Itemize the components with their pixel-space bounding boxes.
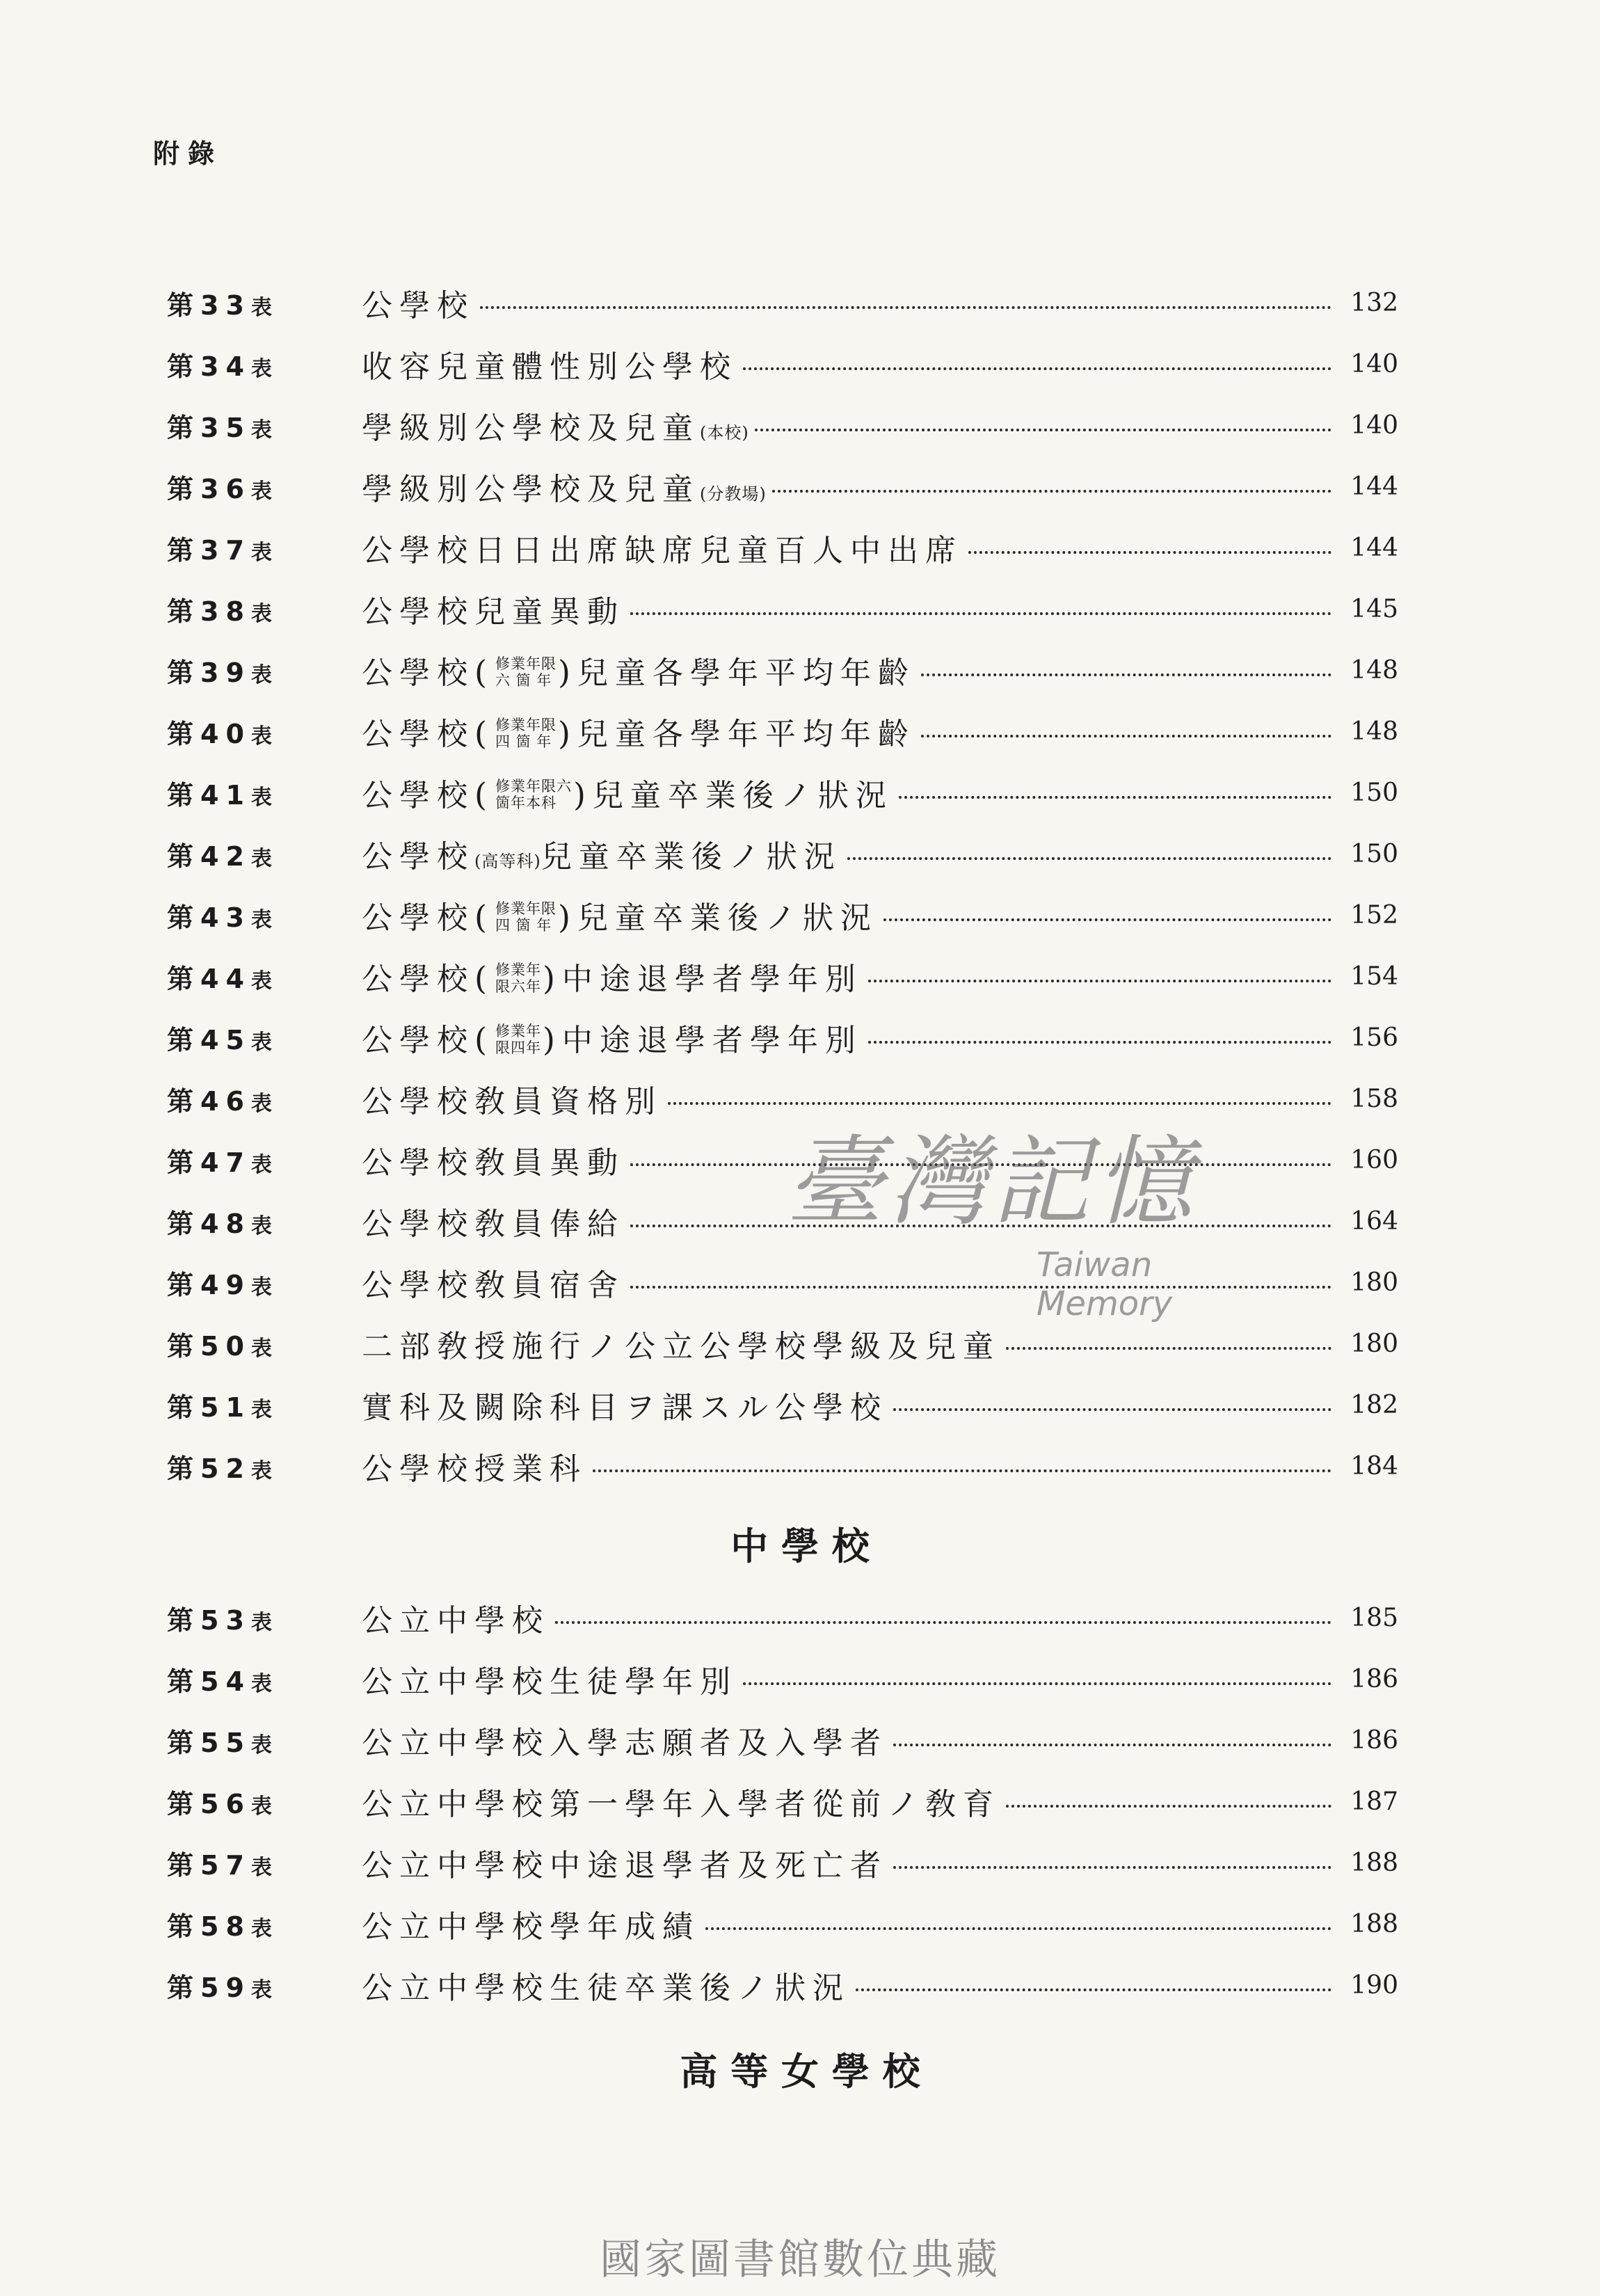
table-number-suffix: 表 bbox=[250, 1794, 272, 1819]
leader-dots bbox=[668, 1102, 1331, 1105]
table-number-digits: 第41 bbox=[167, 779, 251, 811]
leader-dots bbox=[921, 673, 1331, 676]
table-number bbox=[167, 1721, 362, 1760]
page-number: 144 bbox=[1350, 533, 1398, 562]
table-number-digits: 第40 bbox=[167, 718, 251, 749]
leader-dots bbox=[593, 1469, 1331, 1472]
table-number bbox=[167, 835, 362, 873]
table-title bbox=[362, 1902, 700, 1946]
toc-row bbox=[167, 343, 1398, 385]
note-line-1: 修業年限 bbox=[495, 900, 557, 917]
toc-row bbox=[167, 282, 1398, 324]
table-number-suffix: 表 bbox=[250, 1275, 272, 1300]
table-number-digits: 第44 bbox=[167, 963, 251, 994]
table-title-rest: 兒童卒業後ノ狀況 bbox=[592, 778, 893, 813]
toc-row bbox=[167, 955, 1398, 997]
table-title-main: 公學校 bbox=[362, 962, 474, 997]
table-number bbox=[167, 529, 362, 567]
table-title-main: 二部敎授施行ノ公立公學校學級及兒童 bbox=[362, 1329, 1000, 1364]
table-number-suffix: 表 bbox=[250, 968, 272, 994]
toc-row bbox=[167, 1719, 1398, 1761]
page-number: 132 bbox=[1350, 288, 1398, 317]
leader-dots bbox=[705, 1927, 1331, 1930]
leader-dots bbox=[856, 1988, 1331, 1991]
table-title bbox=[362, 464, 767, 509]
toc-row bbox=[167, 404, 1398, 446]
table-number-digits: 第47 bbox=[167, 1147, 251, 1178]
page-header: 附錄 bbox=[153, 138, 223, 169]
table-number-digits: 第59 bbox=[167, 1972, 251, 2003]
table-title bbox=[362, 1779, 1000, 1824]
page-number: 156 bbox=[1350, 1023, 1398, 1052]
table-title-main: 公學校 bbox=[362, 655, 474, 691]
table-number bbox=[167, 1386, 362, 1424]
table-title bbox=[362, 280, 474, 325]
table-number-digits: 第55 bbox=[167, 1727, 251, 1758]
table-number bbox=[167, 1202, 362, 1241]
table-title-rest: 中途退學者學年別 bbox=[561, 1023, 863, 1058]
table-title-note: ( 修業年 限六年 ) bbox=[474, 959, 562, 997]
table-number bbox=[167, 1905, 362, 1943]
table-number-suffix: 表 bbox=[250, 1671, 272, 1696]
table-number bbox=[167, 1783, 362, 1821]
table-title-note: (本校) bbox=[700, 423, 749, 443]
note-line-1: 修業年 bbox=[495, 1023, 541, 1039]
table-title bbox=[362, 1199, 625, 1243]
table-number bbox=[167, 1019, 362, 1057]
page-number: 190 bbox=[1350, 1970, 1398, 2000]
table-title-main: 公立中學校學年成績 bbox=[362, 1909, 700, 1945]
page-number: 185 bbox=[1350, 1603, 1398, 1632]
page-number: 188 bbox=[1350, 1848, 1398, 1877]
toc-row bbox=[167, 833, 1398, 875]
note-line-2: 六 箇 年 bbox=[495, 672, 552, 689]
table-number bbox=[167, 1141, 362, 1179]
page-number: 140 bbox=[1350, 410, 1398, 440]
table-number-suffix: 表 bbox=[250, 1732, 272, 1757]
table-number bbox=[167, 590, 362, 628]
table-title bbox=[362, 831, 842, 876]
leader-dots bbox=[1006, 1347, 1331, 1350]
page-number: 145 bbox=[1350, 594, 1398, 623]
page-number: 148 bbox=[1350, 717, 1398, 746]
watermark bbox=[786, 1127, 1287, 1322]
table-title-main: 公學校敎員宿舍 bbox=[362, 1268, 625, 1303]
table-number-digits: 第58 bbox=[167, 1911, 251, 1942]
table-number-digits: 第53 bbox=[167, 1604, 251, 1636]
page-number: 150 bbox=[1350, 839, 1398, 868]
table-title bbox=[362, 1840, 888, 1885]
note-line-2: 四 箇 年 bbox=[495, 917, 552, 934]
table-number-suffix: 表 bbox=[250, 1213, 272, 1238]
table-title-main: 公立中學校入學志願者及入學者 bbox=[362, 1725, 888, 1761]
note-line-1: 修業年限 bbox=[495, 717, 557, 733]
table-title-main: 公立中學校 bbox=[362, 1603, 550, 1639]
table-title bbox=[362, 525, 963, 570]
table-number-digits: 第50 bbox=[167, 1330, 251, 1362]
table-title-main: 公立中學校生徒學年別 bbox=[362, 1664, 737, 1700]
table-number-suffix: 表 bbox=[250, 907, 272, 932]
page-number: 164 bbox=[1350, 1206, 1398, 1236]
table-title-note-stack bbox=[495, 778, 572, 811]
table-title bbox=[362, 893, 878, 937]
table-number bbox=[167, 957, 362, 996]
leader-dots bbox=[921, 735, 1331, 738]
leader-dots bbox=[868, 980, 1331, 982]
table-number bbox=[167, 896, 362, 934]
table-title bbox=[362, 1138, 625, 1182]
table-number bbox=[167, 345, 362, 383]
leader-dots bbox=[630, 612, 1331, 615]
table-title-note-stack bbox=[495, 1023, 541, 1056]
page-number: 158 bbox=[1350, 1084, 1398, 1113]
toc-row bbox=[167, 1017, 1398, 1058]
toc-row bbox=[167, 527, 1398, 568]
toc-row bbox=[167, 1842, 1398, 1883]
table-title bbox=[362, 342, 737, 386]
table-number-digits: 第49 bbox=[167, 1269, 251, 1300]
toc-row bbox=[167, 772, 1398, 813]
table-title bbox=[362, 648, 915, 692]
table-number-suffix: 表 bbox=[250, 1030, 272, 1055]
section-heading-middle-school: 中 學 校 bbox=[730, 1524, 870, 1568]
table-number-suffix: 表 bbox=[250, 601, 272, 626]
page-number: 140 bbox=[1350, 349, 1398, 378]
table-number bbox=[167, 1080, 362, 1118]
table-number-digits: 第35 bbox=[167, 412, 251, 443]
page-number: 150 bbox=[1350, 778, 1398, 807]
section-heading-girls-high-school: 高 等 女 學 校 bbox=[680, 2049, 920, 2094]
leader-dots bbox=[772, 490, 1331, 493]
table-number-digits: 第33 bbox=[167, 289, 251, 321]
table-title bbox=[362, 770, 893, 815]
table-number-suffix: 表 bbox=[250, 417, 272, 443]
table-title-main: 公學校兒童異動 bbox=[362, 594, 625, 630]
watermark-logo: 臺灣記憶 bbox=[786, 1126, 1199, 1239]
page-number: 187 bbox=[1350, 1787, 1398, 1816]
table-title-main: 收容兒童體性別公學校 bbox=[362, 349, 737, 385]
table-title bbox=[362, 1321, 1000, 1366]
table-title bbox=[362, 1076, 662, 1121]
leader-dots bbox=[893, 1408, 1331, 1411]
table-number-suffix: 表 bbox=[250, 295, 272, 320]
leader-dots bbox=[883, 918, 1331, 921]
table-title bbox=[362, 709, 915, 754]
table-title bbox=[362, 1015, 863, 1060]
note-line-2: 箇年本科 bbox=[495, 795, 557, 811]
table-title-note-stack bbox=[495, 900, 557, 934]
table-number-suffix: 表 bbox=[250, 1397, 272, 1422]
table-number-digits: 第46 bbox=[167, 1085, 251, 1117]
table-title bbox=[362, 1657, 737, 1701]
table-number-digits: 第45 bbox=[167, 1024, 251, 1055]
table-number bbox=[167, 468, 362, 506]
toc-row bbox=[167, 465, 1398, 507]
table-number-suffix: 表 bbox=[250, 1091, 272, 1116]
leader-dots bbox=[899, 796, 1331, 799]
note-line-2: 限四年 bbox=[495, 1039, 541, 1056]
leader-dots bbox=[555, 1621, 1331, 1624]
leader-dots bbox=[743, 367, 1331, 370]
table-title-note-stack bbox=[495, 655, 557, 689]
table-number bbox=[167, 1325, 362, 1363]
table-title-main: 公學校敎員資格別 bbox=[362, 1084, 662, 1119]
table-title-main: 公學校 bbox=[362, 778, 474, 813]
toc-row bbox=[167, 1903, 1398, 1945]
leader-dots bbox=[480, 306, 1331, 309]
toc-row bbox=[167, 588, 1398, 630]
page-number: 180 bbox=[1350, 1268, 1398, 1297]
page-number: 160 bbox=[1350, 1145, 1398, 1174]
toc-row bbox=[167, 1658, 1398, 1700]
table-number-digits: 第48 bbox=[167, 1208, 251, 1239]
table-number-suffix: 表 bbox=[250, 540, 272, 565]
table-title-rest: 兒童卒業後ノ狀況 bbox=[577, 900, 878, 936]
table-number bbox=[167, 1263, 362, 1302]
table-number-digits: 第43 bbox=[167, 902, 251, 933]
table-number bbox=[167, 1447, 362, 1485]
toc-row bbox=[167, 1780, 1398, 1822]
watermark-subtext: Taiwan Memory bbox=[1037, 1245, 1173, 1323]
table-title-main: 公學校 bbox=[362, 1023, 474, 1058]
table-title-main: 公學校授業科 bbox=[362, 1451, 587, 1487]
leader-dots bbox=[847, 857, 1331, 860]
table-number-suffix: 表 bbox=[250, 356, 272, 381]
table-title-rest: 兒童各學年平均年齡 bbox=[577, 655, 915, 691]
table-title bbox=[362, 587, 625, 631]
table-number-suffix: 表 bbox=[250, 1977, 272, 2002]
note-line-1: 修業年 bbox=[495, 962, 541, 978]
table-title-note-stack bbox=[495, 962, 541, 995]
table-title-main: 公學校 bbox=[362, 717, 474, 752]
table-number-suffix: 表 bbox=[250, 1336, 272, 1361]
leader-dots bbox=[893, 1744, 1331, 1746]
table-number-digits: 第39 bbox=[167, 657, 251, 688]
table-number bbox=[167, 1844, 362, 1882]
toc-row bbox=[167, 894, 1398, 936]
leader-dots bbox=[755, 429, 1331, 431]
page-number: 152 bbox=[1350, 900, 1398, 930]
table-title-main: 公學校敎員俸給 bbox=[362, 1206, 625, 1242]
table-number-digits: 第37 bbox=[167, 534, 251, 566]
table-title-note: ( 修業年限 六 箇 年 ) bbox=[474, 653, 577, 691]
leader-dots bbox=[868, 1041, 1331, 1044]
table-number-digits: 第42 bbox=[167, 840, 251, 872]
leader-dots bbox=[743, 1682, 1331, 1685]
table-title-main: 公立中學校中途退學者及死亡者 bbox=[362, 1848, 888, 1883]
table-number-suffix: 表 bbox=[250, 662, 272, 687]
table-title-note: ( 修業年限 四 箇 年 ) bbox=[474, 898, 577, 936]
page-number: 154 bbox=[1350, 962, 1398, 991]
toc-row bbox=[167, 1597, 1398, 1639]
table-title-rest: 兒童卒業後ノ狀況 bbox=[541, 839, 842, 875]
note-line-2: 四 箇 年 bbox=[495, 733, 552, 750]
table-number-suffix: 表 bbox=[250, 1855, 272, 1880]
toc-row bbox=[167, 1384, 1398, 1426]
table-title-main: 公學校日日出席缺席兒童百人中出席 bbox=[362, 533, 963, 568]
table-title-main: 學級別公學校及兒童 bbox=[362, 410, 700, 446]
toc-row bbox=[167, 710, 1398, 752]
table-title bbox=[362, 954, 863, 998]
table-title bbox=[362, 403, 749, 447]
table-number bbox=[167, 1599, 362, 1637]
leader-dots bbox=[968, 551, 1331, 554]
toc-row bbox=[167, 1078, 1398, 1119]
toc-row bbox=[167, 1445, 1398, 1487]
note-line-2: 限六年 bbox=[495, 978, 541, 995]
toc-row bbox=[167, 649, 1398, 691]
table-number-digits: 第57 bbox=[167, 1849, 251, 1881]
table-number bbox=[167, 651, 362, 689]
note-line-1: 修業年限 bbox=[495, 655, 557, 672]
table-title bbox=[362, 1963, 850, 2007]
table-number-digits: 第54 bbox=[167, 1666, 251, 1697]
page-number: 186 bbox=[1350, 1664, 1398, 1693]
leader-dots bbox=[893, 1866, 1331, 1869]
table-title-main: 學級別公學校及兒童 bbox=[362, 472, 700, 507]
table-title-main: 公學校敎員異動 bbox=[362, 1145, 625, 1181]
toc-row bbox=[167, 1964, 1398, 2006]
table-number-suffix: 表 bbox=[250, 479, 272, 504]
table-number bbox=[167, 406, 362, 445]
table-number-digits: 第38 bbox=[167, 596, 251, 627]
table-title-main: 公立中學校生徒卒業後ノ狀況 bbox=[362, 1970, 850, 2006]
table-number bbox=[167, 1660, 362, 1698]
page-number: 148 bbox=[1350, 655, 1398, 685]
table-title-note-stack bbox=[495, 717, 557, 750]
table-number-suffix: 表 bbox=[250, 724, 272, 749]
table-number-digits: 第34 bbox=[167, 351, 251, 382]
table-title-main: 實科及闕除科目ヲ課スル公學校 bbox=[362, 1390, 888, 1426]
table-number-digits: 第36 bbox=[167, 473, 251, 504]
table-title-note: (高等科) bbox=[474, 852, 541, 871]
page-number: 184 bbox=[1350, 1451, 1398, 1481]
table-number bbox=[167, 284, 362, 322]
table-title-note: ( 修業年限六 箇年本科 ) bbox=[474, 776, 593, 813]
table-number bbox=[167, 712, 362, 751]
footer-collection-name: 國家圖書館數位典藏 bbox=[600, 2235, 1000, 2284]
table-title bbox=[362, 1595, 550, 1640]
table-number-suffix: 表 bbox=[250, 785, 272, 810]
table-title-rest: 中途退學者學年別 bbox=[561, 962, 863, 997]
table-title bbox=[362, 1260, 625, 1305]
table-number-digits: 第52 bbox=[167, 1453, 251, 1484]
table-title bbox=[362, 1382, 888, 1427]
table-number bbox=[167, 1966, 362, 2004]
table-number bbox=[167, 774, 362, 812]
table-title-note: ( 修業年限 四 箇 年 ) bbox=[474, 715, 577, 752]
page-number: 182 bbox=[1350, 1390, 1398, 1419]
page-number: 188 bbox=[1350, 1909, 1398, 1938]
table-title-main: 公學校 bbox=[362, 900, 474, 936]
page-number: 186 bbox=[1350, 1725, 1398, 1755]
table-number-suffix: 表 bbox=[250, 846, 272, 871]
page-number: 144 bbox=[1350, 472, 1398, 501]
table-title bbox=[362, 1718, 888, 1762]
note-line-1: 修業年限六 bbox=[495, 778, 572, 795]
table-number-suffix: 表 bbox=[250, 1152, 272, 1177]
table-number-suffix: 表 bbox=[250, 1916, 272, 1941]
table-title-main: 公學校 bbox=[362, 288, 474, 324]
table-number-suffix: 表 bbox=[250, 1610, 272, 1635]
table-title bbox=[362, 1444, 587, 1488]
table-title-main: 公學校 bbox=[362, 839, 474, 875]
page-number: 180 bbox=[1350, 1329, 1398, 1358]
table-number-digits: 第56 bbox=[167, 1788, 251, 1819]
leader-dots bbox=[1006, 1805, 1331, 1808]
table-title-rest: 兒童各學年平均年齡 bbox=[577, 717, 915, 752]
table-title-main: 公立中學校第一學年入學者從前ノ敎育 bbox=[362, 1787, 1000, 1822]
table-number-digits: 第51 bbox=[167, 1392, 251, 1423]
toc-row bbox=[167, 1323, 1398, 1364]
table-title-note: ( 修業年 限四年 ) bbox=[474, 1021, 562, 1058]
table-number-suffix: 表 bbox=[250, 1458, 272, 1483]
table-title-note: (分教場) bbox=[700, 484, 767, 504]
